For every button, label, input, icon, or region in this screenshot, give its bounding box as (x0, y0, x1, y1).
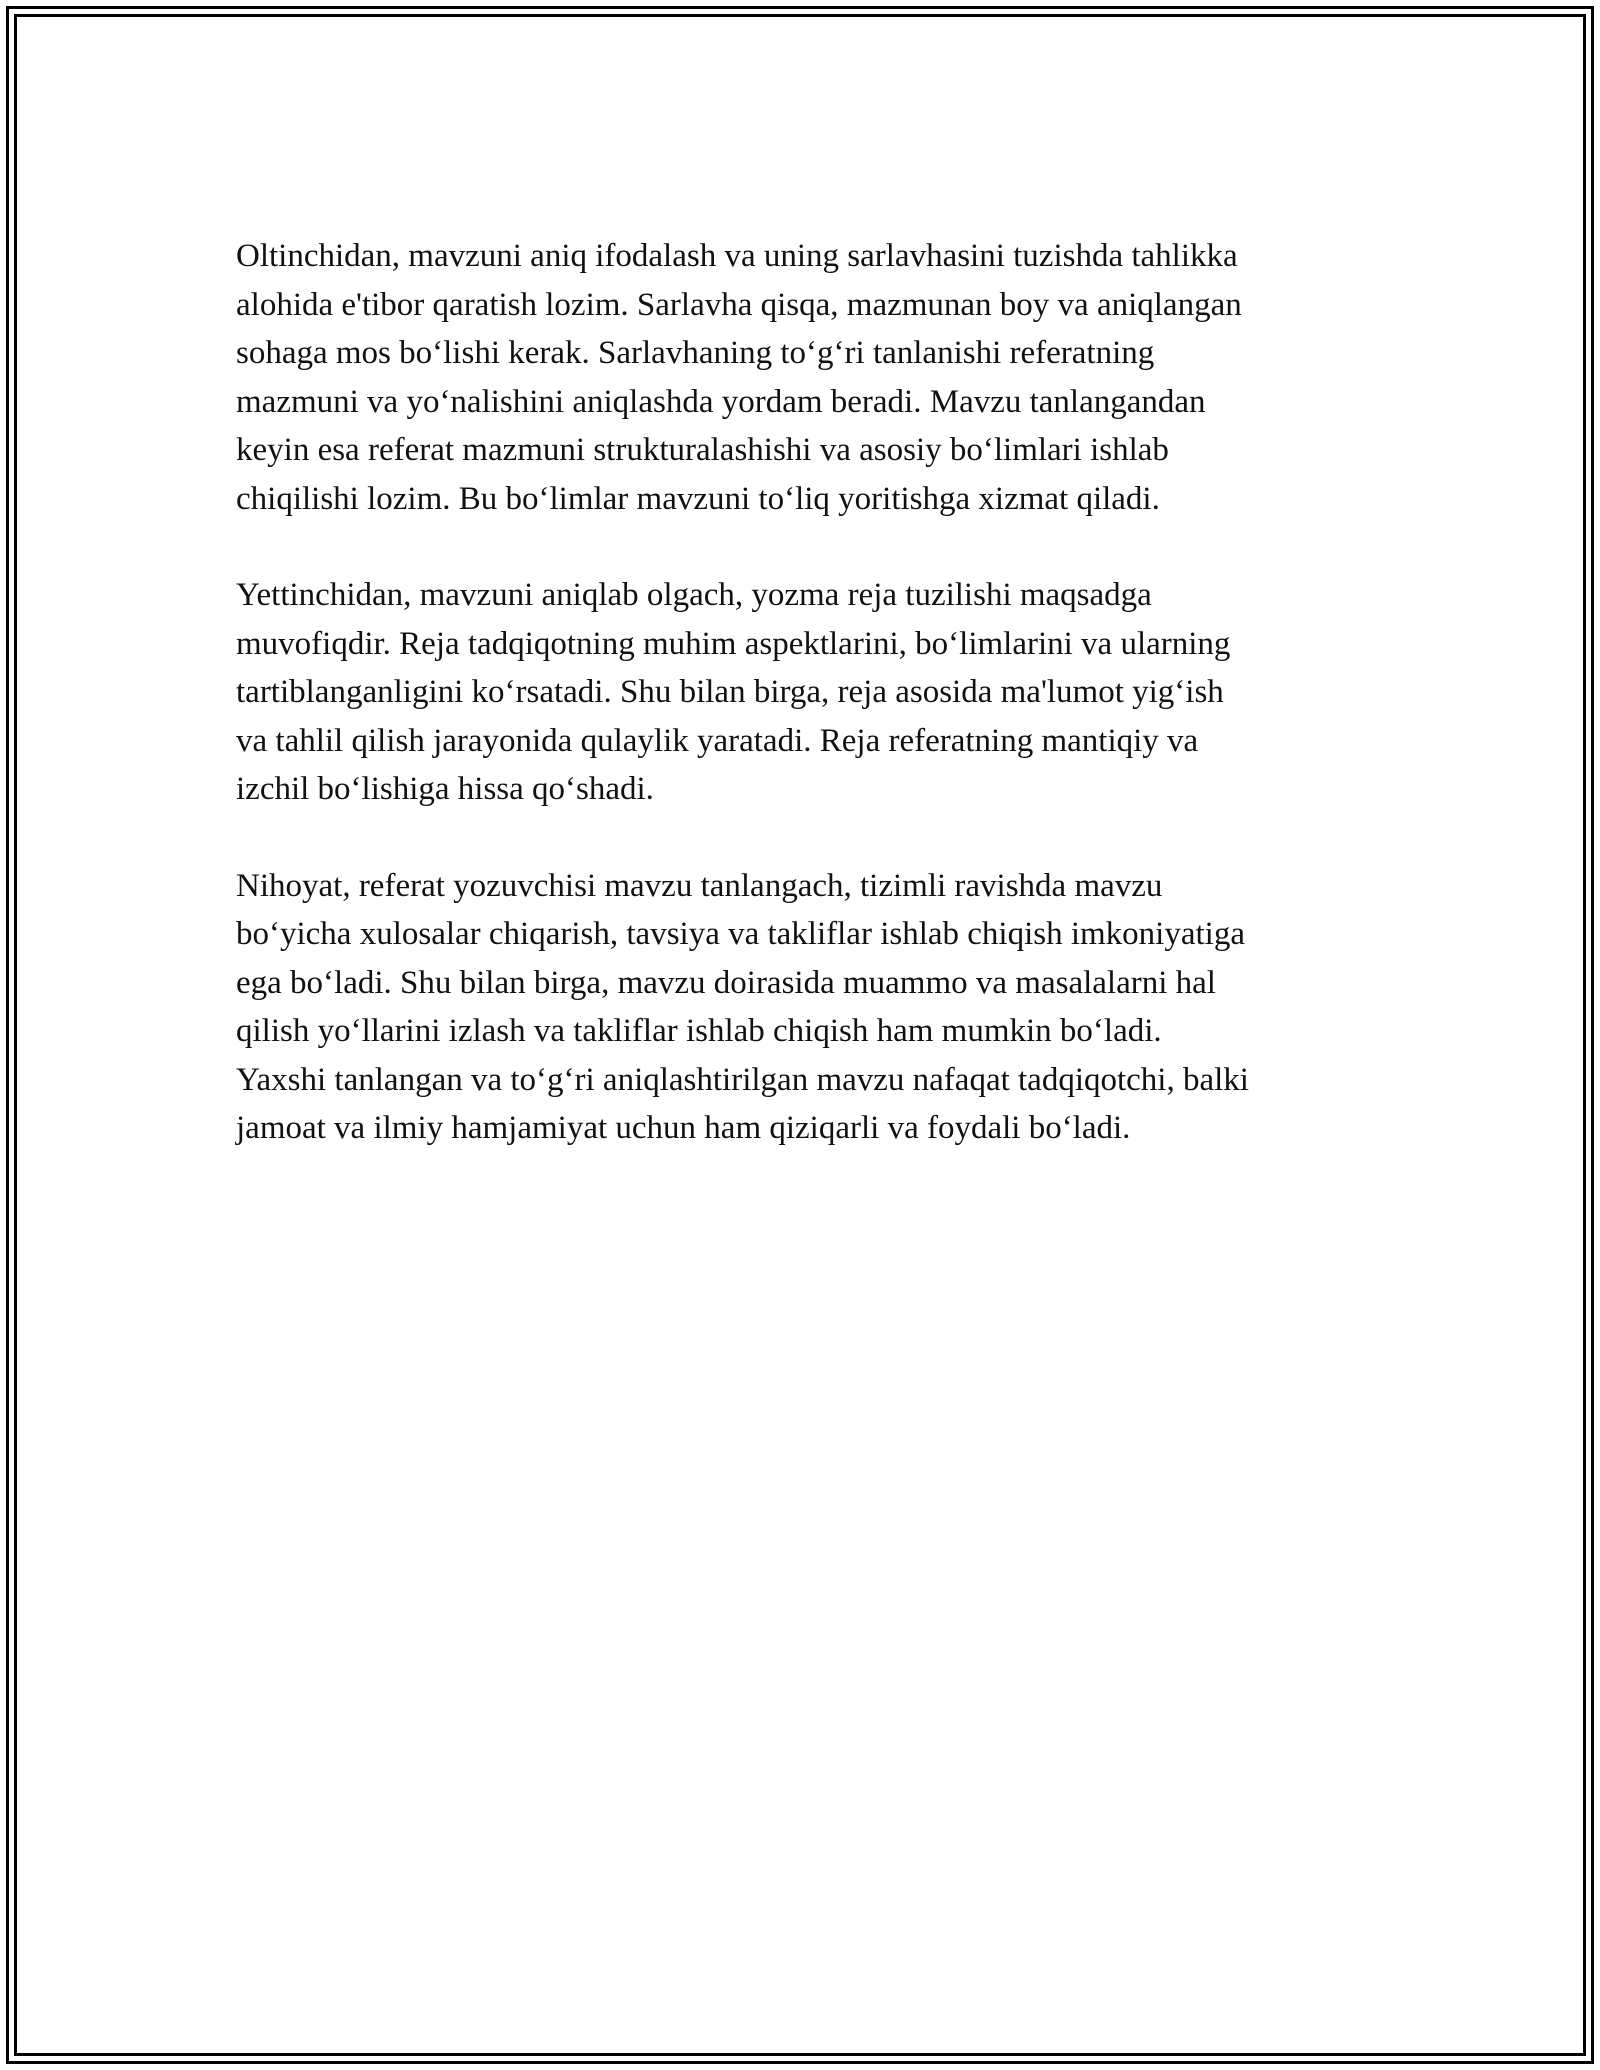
text-line: alohida e'tibor qaratish lozim. Sarlavha qisqa, mazmunan boy va aniqlangan (236, 286, 1242, 323)
text-line: muvofiqdir. Reja tadqiqotning muhim aspektlarini, bo‘limlarini va ularning (236, 625, 1231, 662)
text-line: tartiblanganligini ko‘rsatadi. Shu bilan birga, reja asosida ma'lumot yig‘ish (236, 674, 1224, 710)
text-line: Oltinchidan, mavzuni aniq ifodalash va uning sarlavhasini tuzishda tahlikka (236, 238, 1238, 274)
text-line: qilish yo‘llarini izlash va takliflar ishlab chiqish ham mumkin bo‘ladi. (236, 1013, 1162, 1049)
text-line: chiqilishi lozim. Bu bo‘limlar mavzuni to‘liq yoritishga xizmat qiladi. (236, 480, 1160, 517)
text-line: va tahlil qilish jarayonida qulaylik yaratadi. Reja referatning mantiqiy va (236, 722, 1199, 759)
text-line: Nihoyat, referat yozuvchisi mavzu tanlangach, tizimli ravishda mavzu (236, 867, 1163, 904)
text-line: Yaxshi tanlangan va to‘g‘ri aniqlashtirilgan mavzu nafaqat tadqiqotchi, balki (236, 1061, 1249, 1098)
text-line: sohaga mos bo‘lishi kerak. Sarlavhaning to‘g‘ri tanlanishi referatning (236, 335, 1155, 371)
text-line: bo‘yicha xulosalar chiqarish, tavsiya va takliflar ishlab chiqish imkoniyatiga (236, 916, 1245, 952)
text-line: mazmuni va yo‘nalishini aniqlashda yordam beradi. Mavzu tanlangandan (236, 383, 1206, 420)
paragraph-1 (236, 232, 1406, 523)
text-line: izchil bo‘lishiga hissa qo‘shadi. (236, 771, 654, 807)
text-line: Yettinchidan, mavzuni aniqlab olgach, yozma reja tuzilishi maqsadga (236, 577, 1152, 613)
text-line: ega bo‘ladi. Shu bilan birga, mavzu doirasida muammo va masalalarni hal (236, 964, 1216, 1001)
text-line: keyin esa referat mazmuni strukturalashishi va asosiy bo‘limlari ishlab (236, 432, 1169, 468)
paragraph-2 (236, 571, 1406, 814)
paragraph-3 (236, 862, 1406, 1153)
text-line: jamoat va ilmiy hamjamiyat uchun ham qiziqarli va foydali bo‘ladi. (236, 1110, 1131, 1146)
document-body (236, 232, 1406, 1201)
